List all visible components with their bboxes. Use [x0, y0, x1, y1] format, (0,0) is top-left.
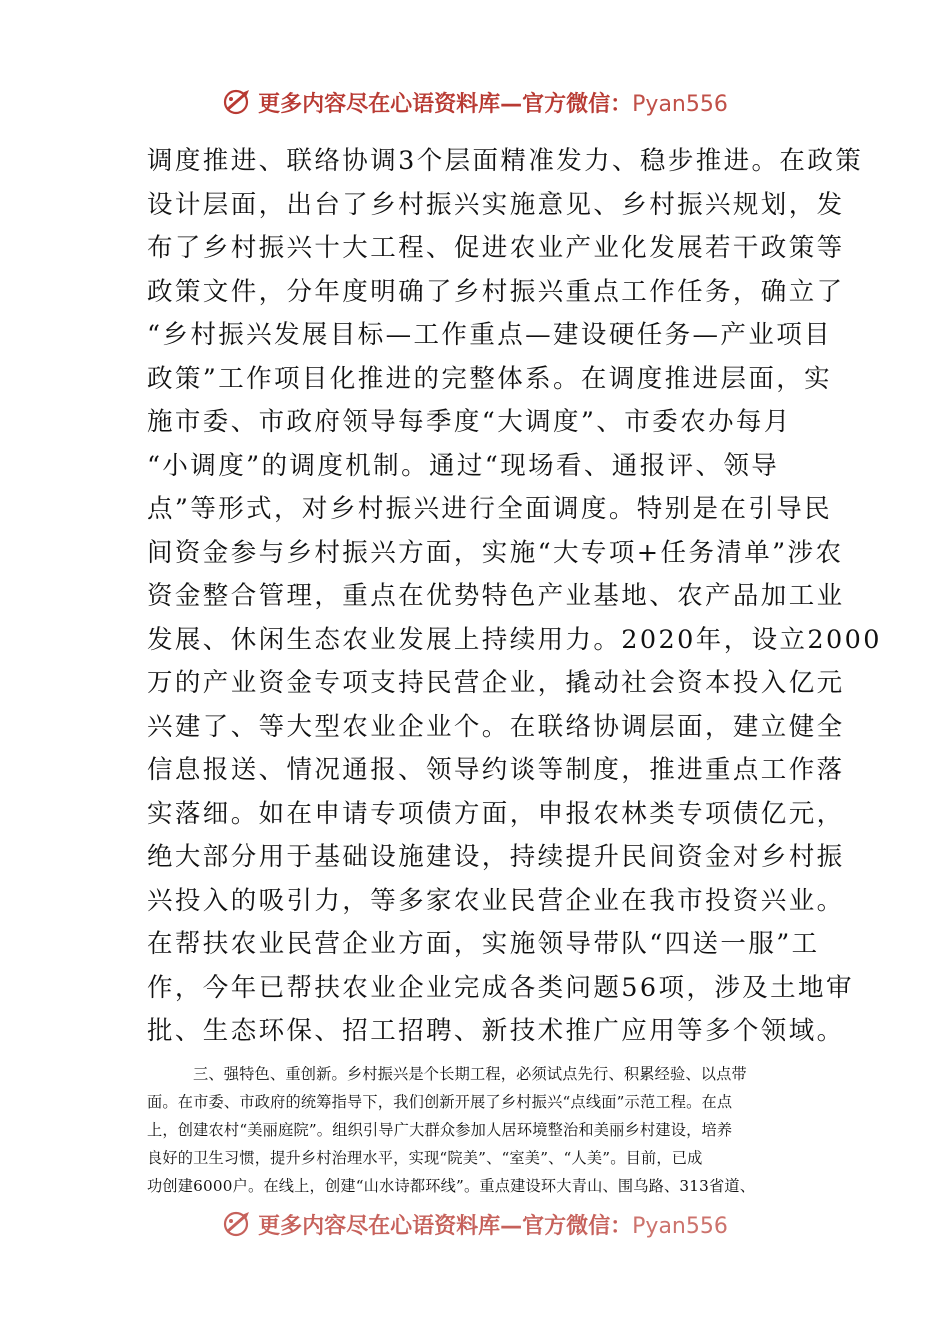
text-line: “小调度”的调度机制。通过“现场看、通报评、领导 — [147, 450, 780, 481]
text-line: 万的产业资金专项支持民营企业，撬动社会资本投入亿元 — [147, 668, 845, 698]
small-text-line: 良好的卫生习惯，提升乡村治理水平，实现“院美”、“室美”、“人美”。目前，已成 — [147, 1149, 703, 1167]
text-line: 间资金参与乡村振兴方面，实施“大专项+任务清单”涉农 — [147, 537, 844, 568]
text-line: 信息报送、情况通报、领导约谈等制度，推进重点工作落 — [147, 755, 845, 785]
text-line: 布了乡村振兴十大工程、促进农业产业化发展若干政策等 — [147, 233, 845, 263]
header-banner-text: 更多内容尽在心语资料库—官方微信：Pyan556 — [258, 91, 728, 117]
small-text-line: 功创建6000户。在线上，创建“山水诗都环线”。重点建设环大青山、围乌路、313省道、 — [147, 1177, 756, 1195]
header-banner-id: Pyan556 — [632, 91, 728, 117]
text-line: 作，今年已帮扶农业企业完成各类问题56项，涉及土地审 — [147, 972, 854, 1003]
text-line: 批、生态环保、招工招聘、新技术推广应用等多个领域。 — [147, 1016, 845, 1046]
text-line: 实落细。如在申请专项债方面，申报农林类专项债亿元， — [147, 798, 845, 829]
brush-logo-icon — [222, 87, 252, 117]
text-line: 兴投入的吸引力，等多家农业民营企业在我市投资兴业。 — [147, 885, 845, 916]
footer-watermark-banner — [0, 1206, 950, 1242]
small-text-line: 三、强特色、重创新。乡村振兴是个长期工程，必须试点先行、积累经验、以点带 — [193, 1065, 747, 1083]
text-line: 设计层面，出台了乡村振兴实施意见、乡村振兴规划，发 — [147, 189, 845, 220]
text-line: 政策文件，分年度明确了乡村振兴重点工作任务，确立了 — [147, 276, 845, 307]
text-line: 政策”工作项目化推进的完整体系。在调度推进层面，实 — [147, 363, 833, 394]
text-line: 绝大部分用于基础设施建设，持续提升民间资金对乡村振 — [147, 842, 845, 872]
header-watermark-banner — [0, 84, 950, 120]
text-line: “乡村振兴发展目标—工作重点—建设硬任务—产业项目 — [147, 320, 833, 350]
text-line: 施市委、市政府领导每季度“大调度”、市委农办每月 — [147, 407, 792, 437]
text-line: 调度推进、联络协调3个层面精准发力、稳步推进。在政策 — [147, 146, 864, 176]
text-line: 兴建了、等大型农业企业个。在联络协调层面，建立健全 — [147, 711, 845, 742]
small-text-line: 上，创建农村“美丽庭院”。组织引导广大群众参加人居环境整治和美丽乡村建设，培养 — [147, 1121, 733, 1139]
text-line: 发展、休闲生态农业发展上持续用力。2020年，设立2000 — [147, 624, 882, 655]
text-line: 在帮扶农业民营企业方面，实施领导带队“四送一服”工 — [147, 929, 820, 959]
section-three-paragraph — [147, 1060, 812, 1200]
brush-logo-icon — [222, 1209, 252, 1239]
main-paragraph — [147, 140, 882, 1054]
text-line: 资金整合管理，重点在优势特色产业基地、农产品加工业 — [147, 581, 845, 611]
footer-banner-id: Pyan556 — [632, 1213, 728, 1239]
small-text-line: 面。在市委、市政府的统筹指导下，我们创新开展了乡村振兴“点线面”示范工程。在点 — [147, 1093, 733, 1111]
footer-banner-text: 更多内容尽在心语资料库—官方微信：Pyan556 — [258, 1213, 728, 1239]
text-line: 点”等形式，对乡村振兴进行全面调度。特别是在引导民 — [147, 494, 833, 524]
